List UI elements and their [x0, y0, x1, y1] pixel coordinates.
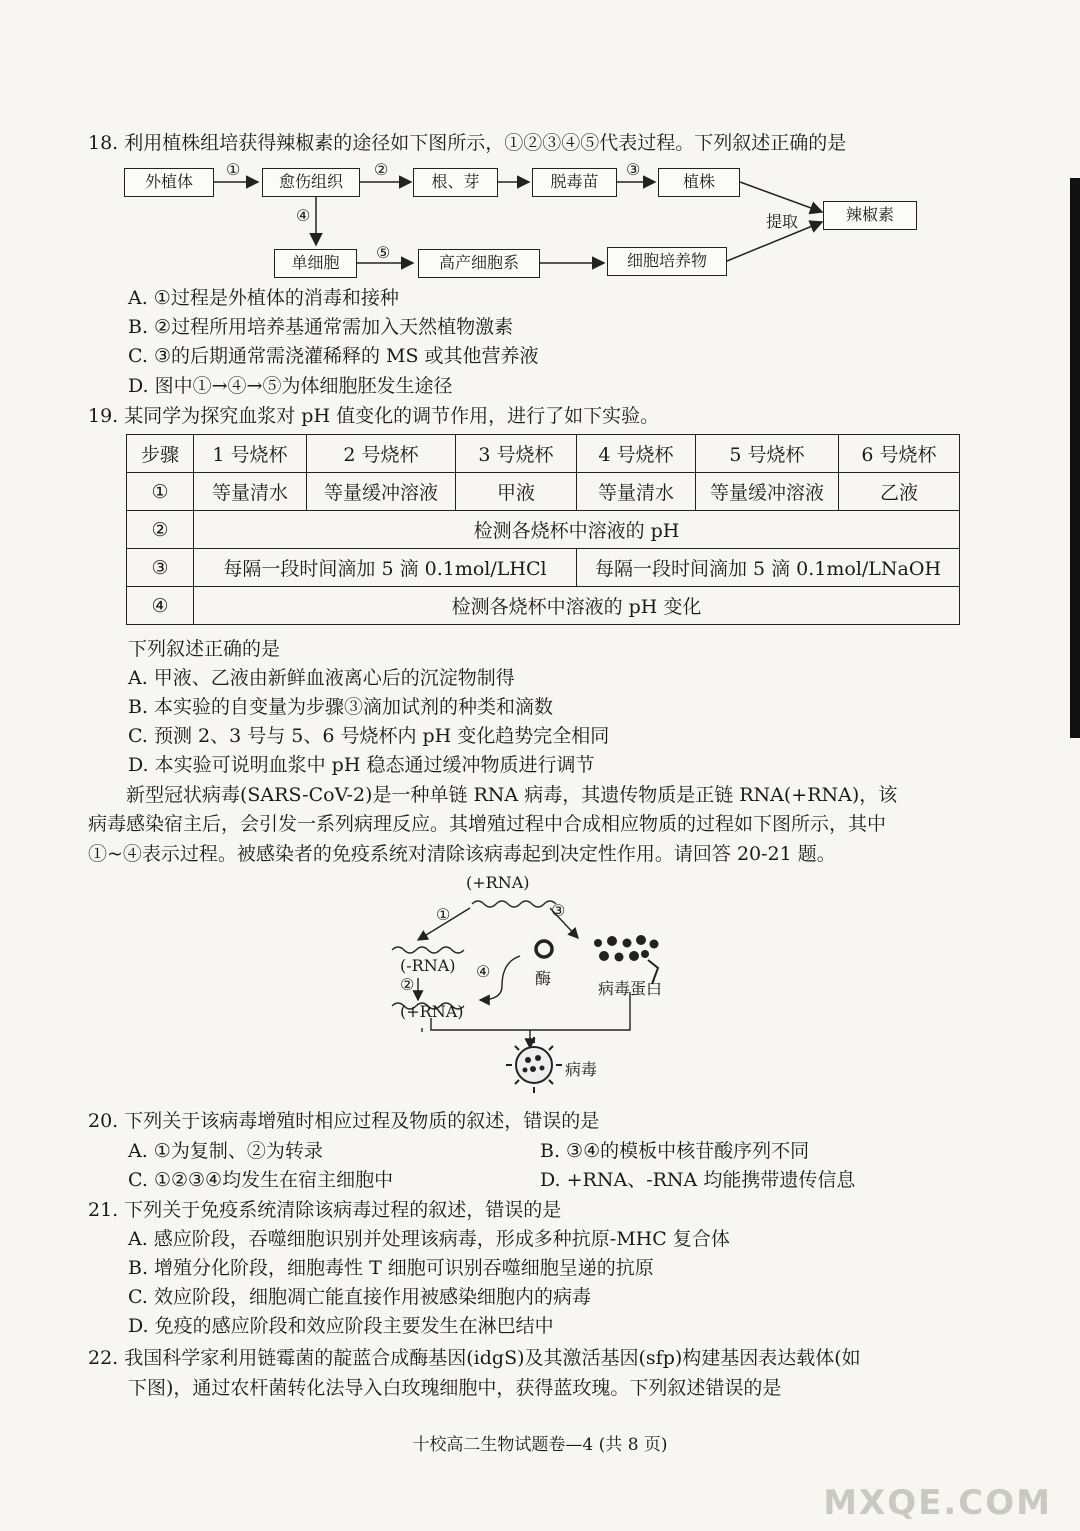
table-cell: 等量缓冲溶液: [696, 473, 839, 511]
q21-option-d: D. 免疫的感应阶段和效应阶段主要发生在淋巴结中: [128, 1315, 554, 1337]
q21-stem: 21. 下列关于免疫系统清除该病毒过程的叙述，错误的是: [88, 1199, 562, 1221]
table-cell: 3 号烧杯: [456, 435, 577, 473]
box-single-cell: 单细胞: [274, 249, 357, 278]
q20-stem: 20. 下列关于该病毒增殖时相应过程及物质的叙述，错误的是: [88, 1110, 600, 1132]
box-virus-free: 脱毒苗: [532, 168, 617, 197]
diagram-step-2: ②: [400, 975, 415, 994]
box-explant: 外植体: [124, 168, 214, 197]
q22-line-1: 22. 我国科学家利用链霉菌的靛蓝合成酶基因(idgS)及其激活基因(sfp)构建基因表达载体(如: [88, 1347, 861, 1369]
table-cell: 5 号烧杯: [696, 435, 839, 473]
table-cell: 乙液: [839, 473, 960, 511]
q21-option-a: A. 感应阶段，吞噬细胞识别并处理该病毒，形成多种抗原-MHC 复合体: [128, 1228, 730, 1250]
box-callus: 愈伤组织: [262, 168, 360, 197]
table-cell: 等量清水: [577, 473, 696, 511]
scan-edge-shadow: [1070, 178, 1080, 738]
flowchart-arrows: [0, 0, 1080, 300]
watermark: MXQE.COM: [823, 1483, 1052, 1523]
q19-stem: 19. 某同学为探究血浆对 pH 值变化的调节作用，进行了如下实验。: [88, 405, 660, 427]
q20-option-b: B. ③④的模板中核苷酸序列不同: [540, 1140, 810, 1162]
q18-option-b: B. ②过程所用培养基通常需加入天然植物激素: [128, 316, 514, 338]
passage-line-2: 病毒感染宿主后，会引发一系列病理反应。其增殖过程中合成相应物质的过程如下图所示，其中: [88, 813, 887, 835]
q21-option-b: B. 增殖分化阶段，细胞毒性 T 细胞可识别吞噬细胞呈递的抗原: [128, 1257, 654, 1279]
q19-option-b: B. 本实验的自变量为步骤③滴加试剂的种类和滴数: [128, 696, 554, 718]
table-cell: 每隔一段时间滴加 5 滴 0.1mol/LHCl: [194, 549, 577, 587]
passage-line-1: 新型冠状病毒(SARS-CoV-2)是一种单链 RNA 病毒，其遗传物质是正链 RNA(+RNA)，该: [126, 784, 898, 806]
table-cell: 步骤: [127, 435, 194, 473]
table-row: [127, 549, 960, 587]
virus-particle-icon: [506, 1037, 562, 1093]
box-high-yield-line: 高产细胞系: [418, 249, 540, 278]
step-3: ③: [626, 160, 641, 179]
step-1: ①: [226, 160, 241, 179]
table-cell: ③: [127, 549, 194, 587]
table-cell: 每隔一段时间滴加 5 滴 0.1mol/LNaOH: [577, 549, 960, 587]
table-header-row: [127, 435, 960, 473]
diagram-step-1: ①: [436, 905, 451, 924]
q22-line-2: 下图)，通过农杆菌转化法导入白玫瑰细胞中，获得蓝玫瑰。下列叙述错误的是: [128, 1377, 782, 1399]
q19-option-d: D. 本实验可说明血浆中 pH 稳态通过缓冲物质进行调节: [128, 754, 595, 776]
step-5: ⑤: [376, 243, 391, 262]
box-root-shoot: 根、芽: [413, 168, 498, 197]
q18-option-a: A. ①过程是外植体的消毒和接种: [128, 287, 399, 309]
table-cell: 检测各烧杯中溶液的 pH 变化: [194, 587, 960, 625]
table-row: [127, 511, 960, 549]
table-cell: 等量清水: [194, 473, 307, 511]
table-cell: ①: [127, 473, 194, 511]
table-cell: ②: [127, 511, 194, 549]
table-cell: 4 号烧杯: [577, 435, 696, 473]
diagram-step-3: ③: [551, 901, 566, 920]
q18-option-c: C. ③的后期通常需浇灌稀释的 MS 或其他营养液: [128, 345, 539, 367]
table-row: [127, 473, 960, 511]
diagram-pos-rna: (+RNA): [400, 1002, 464, 1021]
diagram-neg-rna: (-RNA): [400, 956, 456, 975]
diagram-enzyme: 酶: [535, 969, 552, 988]
box-cell-culture: 细胞培养物: [607, 247, 727, 276]
step-4: ④: [296, 206, 311, 225]
table-cell: 甲液: [456, 473, 577, 511]
q20-option-d: D. +RNA、-RNA 均能携带遗传信息: [540, 1169, 856, 1191]
diagram-viral-protein: 病毒蛋白: [598, 979, 663, 998]
q20-option-a: A. ①为复制、②为转录: [128, 1140, 323, 1162]
q19-option-a: A. 甲液、乙液由新鲜血液离心后的沉淀物制得: [128, 667, 515, 689]
q18-stem: 18. 利用植株组培获得辣椒素的途径如下图所示，①②③④⑤代表过程。下列叙述正确的是: [88, 132, 847, 154]
experiment-table: [126, 434, 960, 625]
diagram-virus: 病毒: [565, 1060, 598, 1079]
q21-option-c: C. 效应阶段，细胞凋亡能直接作用被感染细胞内的病毒: [128, 1286, 591, 1308]
box-plant: 植株: [658, 168, 740, 197]
table-cell: 等量缓冲溶液: [307, 473, 456, 511]
diagram-top-rna: (+RNA): [466, 873, 530, 892]
step-2: ②: [374, 160, 389, 179]
q18-option-d: D. 图中①→④→⑤为体细胞胚发生途径: [128, 375, 453, 397]
table-cell: ④: [127, 587, 194, 625]
table-cell: 1 号烧杯: [194, 435, 307, 473]
table-cell: 6 号烧杯: [839, 435, 960, 473]
table-cell: 2 号烧杯: [307, 435, 456, 473]
page-footer: 十校高二生物试题卷—4 (共 8 页): [412, 1435, 668, 1455]
q20-option-c: C. ①②③④均发生在宿主细胞中: [128, 1169, 394, 1191]
label-extract: 提取: [766, 212, 799, 231]
q19-prompt: 下列叙述正确的是: [128, 638, 281, 660]
diagram-step-4: ④: [476, 962, 491, 981]
passage-line-3: ①~④表示过程。被感染者的免疫系统对清除该病毒起到决定性作用。请回答 20-21 题。: [88, 843, 836, 865]
table-cell: 检测各烧杯中溶液的 pH: [194, 511, 960, 549]
table-row: [127, 587, 960, 625]
q19-option-c: C. 预测 2、3 号与 5、6 号烧杯内 pH 变化趋势完全相同: [128, 725, 610, 747]
box-capsaicin: 辣椒素: [823, 201, 917, 230]
